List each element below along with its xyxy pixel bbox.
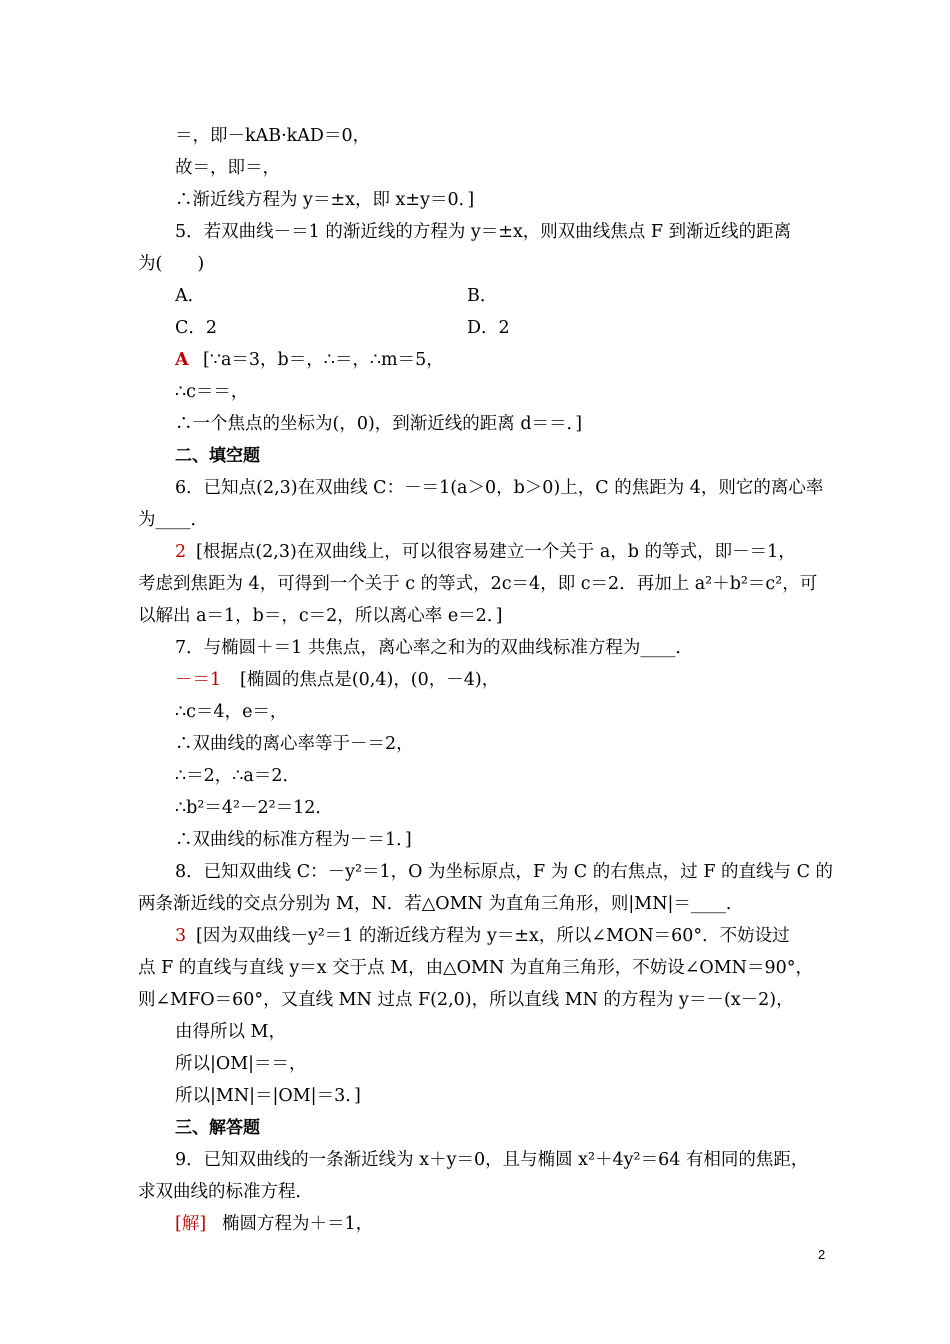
- answer-label: －＝1: [175, 670, 222, 690]
- text-line: 所以|OM|＝＝，: [175, 1054, 307, 1074]
- section-heading: 三、解答题: [175, 1118, 260, 1138]
- question-5: 5．若双曲线－＝1 的渐近线的方程为 y＝±x，则双曲线焦点 F 到渐近线的距离: [175, 222, 792, 242]
- question-6: 6．已知点(2,3)在双曲线 C：－＝1(a＞0，b＞0)上，C 的焦距为 4，则它的离心率: [175, 478, 824, 498]
- text-line: ∴双曲线的标准方程为－＝1．]: [175, 830, 412, 850]
- text-line: ∴一个焦点的坐标为(，0)，到渐近线的距离 d＝＝．]: [175, 414, 583, 434]
- text-line: ∴c＝＝，: [175, 382, 249, 402]
- question-9: 9．已知双曲线的一条渐近线为 x＋y＝0，且与椭圆 x²＋4y²＝64 有相同的焦距，: [175, 1150, 809, 1170]
- solution-text: [∵a＝3，b＝，∴＝，∴m＝5，: [203, 350, 444, 370]
- question-8: 8．已知双曲线 C：－y²＝1，O 为坐标原点，F 为 C 的右焦点，过 F 的直线与 C 的: [175, 862, 834, 882]
- text-line: ∴c＝4，e＝，: [175, 702, 288, 722]
- text-line: 考虑到焦距为 4，可得到一个关于 c 的等式，2c＝4，即 c＝2．再加上 a²＋b²＝c²，可: [138, 574, 818, 594]
- solution-text: [根据点(2,3)在双曲线上，可以很容易建立一个关于 a，b 的等式，即－＝1，: [196, 542, 796, 562]
- question-7: 7．与椭圆＋＝1 共焦点，离心率之和为的双曲线标准方程为____．: [175, 638, 693, 658]
- option-d: D．2: [467, 318, 510, 338]
- text-line: 求双曲线的标准方程．: [138, 1182, 313, 1202]
- text-line: ∴＝2，∴a＝2．: [175, 766, 300, 786]
- answer-label: 2: [175, 542, 187, 562]
- text-line: ∴b²＝4²－2²＝12．: [175, 798, 333, 818]
- solution-text: [椭圆的焦点是(0,4)，(0，－4)，: [240, 670, 500, 690]
- text-line: 所以|MN|＝|OM|＝3．]: [175, 1086, 361, 1106]
- text-line: 以解出 a＝1，b＝，c＝2，所以离心率 e＝2．]: [138, 606, 503, 626]
- solution-text: 椭圆方程为＋＝1，: [222, 1214, 374, 1234]
- option-b: B．: [467, 286, 498, 306]
- text-line: 为____．: [138, 510, 208, 530]
- page-number: 2: [818, 1247, 826, 1262]
- text-line: ∴双曲线的离心率等于－＝2，: [175, 734, 414, 754]
- text-line: 故＝，即＝，: [175, 158, 280, 178]
- text-line: ＝，即－kAB·kAD＝0，: [175, 126, 371, 146]
- text-line: ∴渐近线方程为 y＝±x，即 x±y＝0．]: [175, 190, 475, 210]
- text-line: 则∠MFO＝60°，又直线 MN 过点 F(2,0)，所以直线 MN 的方程为 y＝－(x－2)，: [138, 990, 794, 1010]
- answer-label: 3: [175, 926, 187, 946]
- option-c: C．2: [175, 318, 218, 338]
- text-line: 为( ): [138, 254, 205, 274]
- text-line: 由得所以 M，: [175, 1022, 286, 1042]
- section-heading: 二、填空题: [175, 446, 260, 466]
- solution-label: [解]: [175, 1214, 207, 1234]
- answer-label: A: [175, 350, 189, 370]
- text-line: 点 F 的直线与直线 y＝x 交于点 M，由△OMN 为直角三角形，不妨设∠OMN＝90°，: [138, 958, 813, 978]
- solution-text: [因为双曲线－y²＝1 的渐近线方程为 y＝±x，所以∠MON＝60°．不妨设过: [196, 926, 790, 946]
- text-line: 两条渐近线的交点分别为 M，N．若△OMN 为直角三角形，则|MN|＝____．: [138, 894, 744, 914]
- option-a: A．: [175, 286, 206, 306]
